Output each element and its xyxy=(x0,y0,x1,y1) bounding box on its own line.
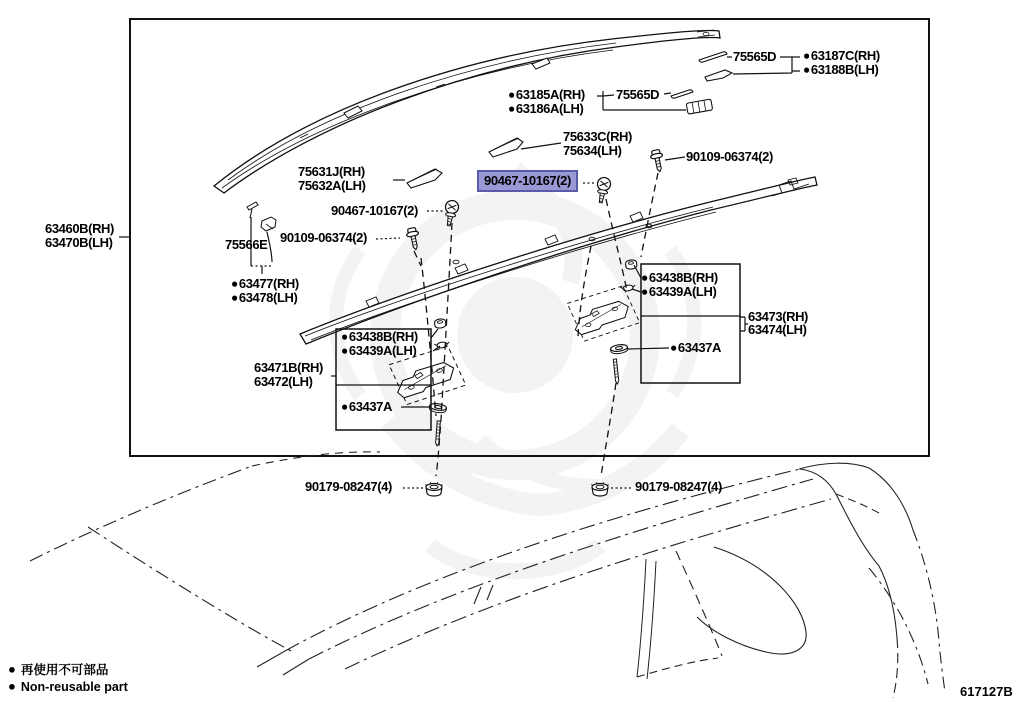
part-label-75631j[interactable]: 75631J(RH) xyxy=(298,164,365,179)
part-label-63187c[interactable]: ●63187C(RH) xyxy=(803,48,880,63)
part-label-90179-right[interactable]: 90179-08247(4) xyxy=(635,479,722,494)
part-label-63439a-right[interactable]: ●63439A(LH) xyxy=(641,284,717,299)
part-label-63473[interactable]: 63473(RH) xyxy=(748,309,808,324)
part-label-63188b[interactable]: ●63188B(LH) xyxy=(803,62,879,77)
non-reusable-icon: ● xyxy=(8,661,16,677)
part-label-63478[interactable]: ●63478(LH) xyxy=(231,290,298,305)
part-label-63186a[interactable]: ●63186A(LH) xyxy=(508,101,584,116)
part-label-63439a-left[interactable]: ●63439A(LH) xyxy=(341,343,417,358)
non-reusable-icon: ● xyxy=(231,290,238,305)
non-reusable-icon: ● xyxy=(641,270,648,285)
non-reusable-icon: ● xyxy=(641,284,648,299)
part-label-63438b-right[interactable]: ●63438B(RH) xyxy=(641,270,718,285)
part-label-90109-mid[interactable]: 90109-06374(2) xyxy=(280,230,367,245)
roof-rail-upper-drawing xyxy=(214,30,720,193)
part-label-63438b-left[interactable]: ●63438B(RH) xyxy=(341,329,418,344)
part-label-90467-highlighted[interactable]: 90467-10167(2) xyxy=(477,170,578,192)
part-label-63437a-right[interactable]: ●63437A xyxy=(670,340,721,355)
non-reusable-icon: ● xyxy=(341,343,348,358)
legend-non-reusable-en: ● Non-reusable part xyxy=(8,678,128,694)
non-reusable-icon: ● xyxy=(508,101,515,116)
part-label-75565d-mid[interactable]: 75565D xyxy=(616,87,660,102)
non-reusable-icon: ● xyxy=(803,62,810,77)
part-label-63460b[interactable]: 63460B(RH) xyxy=(45,221,114,236)
non-reusable-icon: ● xyxy=(670,340,677,355)
non-reusable-icon: ● xyxy=(341,399,348,414)
part-label-63474[interactable]: 63474(LH) xyxy=(748,322,807,337)
part-label-63472[interactable]: 63472(LH) xyxy=(254,374,313,389)
non-reusable-icon: ● xyxy=(508,87,515,102)
non-reusable-icon: ● xyxy=(8,678,16,694)
non-reusable-icon: ● xyxy=(803,48,810,63)
legend-non-reusable-jp: ● 再使用不可部品 xyxy=(8,661,109,677)
non-reusable-icon: ● xyxy=(231,276,238,291)
part-label-63477[interactable]: ●63477(RH) xyxy=(231,276,299,291)
part-label-90179-left[interactable]: 90179-08247(4) xyxy=(305,479,392,494)
part-label-75633c[interactable]: 75633C(RH) xyxy=(563,129,632,144)
part-label-75566e[interactable]: 75566E xyxy=(225,237,268,252)
figure-code: 617127B xyxy=(960,684,1013,699)
part-label-75634[interactable]: 75634(LH) xyxy=(563,143,622,158)
non-reusable-icon: ● xyxy=(341,329,348,344)
part-label-63470b[interactable]: 63470B(LH) xyxy=(45,235,113,250)
part-label-75565d-top[interactable]: 75565D xyxy=(733,49,777,64)
part-label-90467-mid[interactable]: 90467-10167(2) xyxy=(331,203,418,218)
part-label-63437a-left[interactable]: ●63437A xyxy=(341,399,392,414)
part-label-63185a[interactable]: ●63185A(RH) xyxy=(508,87,585,102)
part-label-75632a[interactable]: 75632A(LH) xyxy=(298,178,366,193)
part-label-90109-top[interactable]: 90109-06374(2) xyxy=(686,149,773,164)
part-label-63471b[interactable]: 63471B(RH) xyxy=(254,360,323,375)
